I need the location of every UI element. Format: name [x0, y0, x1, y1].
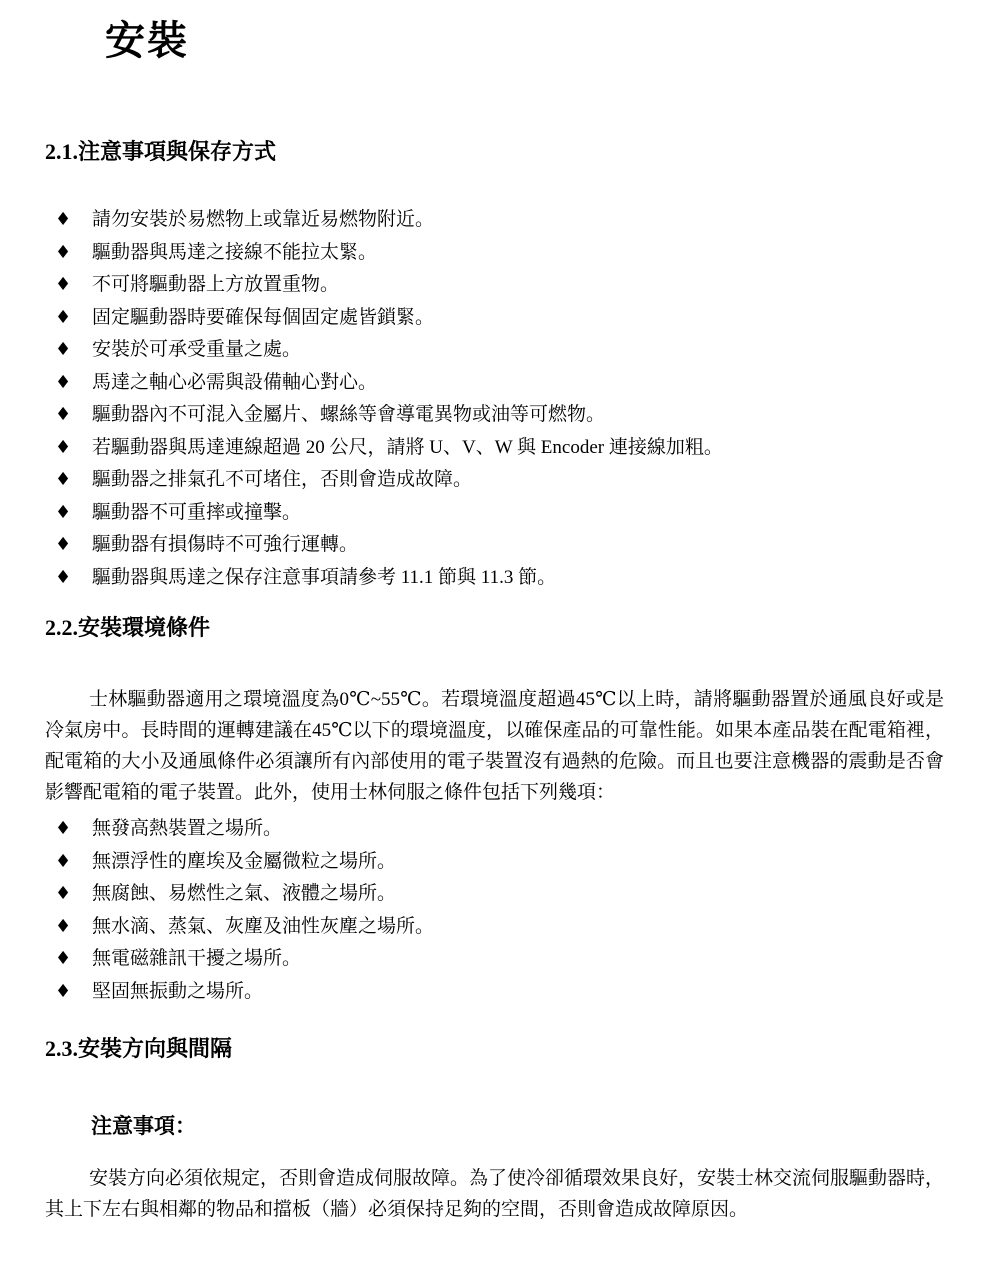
- list-item-text: 不可將驅動器上方放置重物。: [92, 274, 340, 295]
- list-item: [45, 497, 944, 530]
- list-item: [45, 302, 944, 335]
- diamond-bullet-icon: ♦: [55, 501, 72, 523]
- diamond-bullet-icon: ♦: [55, 274, 72, 295]
- environment-conditions-list: [45, 813, 944, 1008]
- list-item-text: 無發高熱裝置之場所。: [92, 818, 283, 839]
- list-item-text: 堅固無振動之場所。: [92, 980, 264, 1002]
- diamond-bullet-icon: ♦: [55, 534, 72, 555]
- diamond-bullet-icon: ♦: [55, 436, 72, 458]
- diamond-bullet-icon: ♦: [55, 818, 72, 839]
- list-item-text: 馬達之軸心必需與設備軸心對心。: [92, 371, 378, 393]
- list-item: [45, 367, 944, 400]
- diamond-bullet-icon: ♦: [55, 980, 72, 1002]
- list-item: [45, 529, 944, 562]
- list-item: [45, 334, 944, 367]
- list-item-text: 無電磁雜訊干擾之場所。: [92, 948, 302, 969]
- list-item-text: 驅動器與馬達之保存注意事項請參考 11.1 節與 11.3 節。: [92, 566, 557, 588]
- list-item: [45, 204, 944, 237]
- diamond-bullet-icon: ♦: [55, 948, 72, 969]
- list-item-text: 驅動器有損傷時不可強行運轉。: [92, 534, 359, 555]
- section-title: 安裝環境條件: [78, 615, 211, 640]
- diamond-bullet-icon: ♦: [55, 241, 72, 263]
- list-item: [45, 269, 944, 302]
- precautions-list: [45, 204, 944, 594]
- list-item-text: 固定驅動器時要確保每個固定處皆鎖緊。: [92, 306, 435, 328]
- diamond-bullet-icon: ♦: [55, 306, 72, 328]
- diamond-bullet-icon: ♦: [55, 371, 72, 393]
- list-item: [45, 562, 944, 595]
- list-item-text: 驅動器與馬達之接線不能拉太緊。: [92, 241, 378, 263]
- diamond-bullet-icon: ♦: [55, 339, 72, 360]
- diamond-bullet-icon: ♦: [55, 883, 72, 904]
- list-item-text: 安裝於可承受重量之處。: [92, 339, 302, 360]
- section-heading-2-3: [45, 1035, 944, 1063]
- list-item-text: 若驅動器與馬達連線超過 20 公尺，請將 U、V、W 與 Encoder 連接線加粗。: [92, 436, 723, 458]
- orientation-paragraph: 安裝方向必須依規定，否則會造成伺服故障。為了使冷卻循環效果良好，安裝士林交流伺服驅動器時，其上下左右與相鄰的物品和擋板（牆）必須保持足夠的空間，否則會造成故障原因。: [45, 1168, 945, 1220]
- list-item-text: 驅動器內不可混入金屬片、螺絲等會導電異物或油等可燃物。: [92, 404, 606, 425]
- diamond-bullet-icon: ♦: [55, 915, 72, 937]
- list-item: [45, 399, 944, 432]
- list-item: [45, 813, 944, 846]
- page-title: 安裝: [105, 18, 189, 63]
- list-item: [45, 464, 944, 497]
- diamond-bullet-icon: ♦: [55, 469, 72, 490]
- list-item-text: 驅動器之排氣孔不可堵住，否則會造成故障。: [92, 469, 473, 490]
- section-heading-2-2: [45, 614, 944, 642]
- environment-paragraph: 士林驅動器適用之環境溫度為0℃~55℃。若環境溫度超過45℃以上時，請將驅動器置於通風良好或是冷氣房中。長時間的運轉建議在45℃以下的環境溫度，以確保產品的可靠性能。如果本產品裝在配電箱裡，配電箱的大小及通風條件必須讓所有內部使用的電子裝置沒有過熱的危險。而且也要注意機器的震動是否會影響配電箱的電子裝置。此外，使用士林伺服之條件包括下列幾項：: [45, 689, 944, 803]
- section-number: 2.2.: [45, 615, 78, 640]
- section-heading-2-1: [45, 138, 944, 166]
- section-title: 注意事項與保存方式: [78, 139, 277, 164]
- section-title: 安裝方向與間隔: [78, 1036, 233, 1061]
- section-number: 2.1.: [45, 139, 78, 164]
- list-item-text: 無腐蝕、易燃性之氣、液體之場所。: [92, 883, 397, 904]
- list-item: [45, 911, 944, 944]
- note-label: 注意事項：: [91, 1114, 196, 1138]
- list-item: [45, 432, 944, 465]
- list-item-text: 請勿安裝於易燃物上或靠近易燃物附近。: [92, 209, 435, 230]
- list-item: [45, 237, 944, 270]
- diamond-bullet-icon: ♦: [55, 566, 72, 588]
- list-item: [45, 943, 944, 976]
- list-item: [45, 846, 944, 879]
- list-item-text: 無水滴、蒸氣、灰塵及油性灰塵之場所。: [92, 915, 435, 937]
- diamond-bullet-icon: ♦: [55, 850, 72, 872]
- diamond-bullet-icon: ♦: [55, 209, 72, 230]
- diamond-bullet-icon: ♦: [55, 404, 72, 425]
- list-item: [45, 878, 944, 911]
- section-number: 2.3.: [45, 1036, 78, 1061]
- list-item: [45, 976, 944, 1009]
- list-item-text: 驅動器不可重摔或撞擊。: [92, 501, 302, 523]
- list-item-text: 無漂浮性的塵埃及金屬微粒之場所。: [92, 850, 397, 872]
